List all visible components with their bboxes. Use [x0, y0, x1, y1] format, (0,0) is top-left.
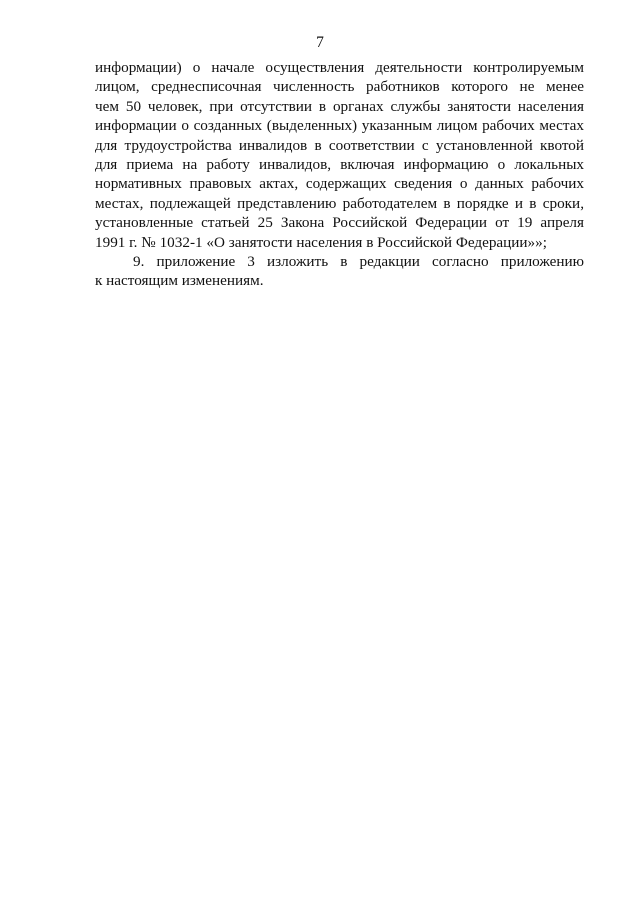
text-line: нормативных правовых актах, содержащих сведения о данных рабочих [95, 175, 584, 193]
text-line: информации о созданных (выделенных) указанным лицом рабочих местах [95, 117, 584, 135]
paragraph-item-9 [95, 252, 584, 291]
text-line: 9. приложение 3 изложить в редакции согласно приложению [133, 253, 584, 271]
text-line: для приема на работу инвалидов, включая информацию о локальных [95, 156, 584, 174]
text-line: для трудоустройства инвалидов в соответствии с установленной квотой [95, 136, 584, 154]
paragraph-continuation [95, 58, 584, 252]
text-line: 1991 г. № 1032-1 «О занятости населения в Российской Федерации»»; [95, 233, 547, 251]
text-line: к настоящим изменениям. [95, 272, 264, 290]
text-line: информации) о начале осуществления деятельности контролируемым [95, 59, 584, 76]
document-body [95, 58, 584, 291]
page-number: 7 [316, 34, 324, 51]
text-line: установленные статьей 25 Закона Российской Федерации от 19 апреля [95, 214, 584, 232]
text-line: чем 50 человек, при отсутствии в органах службы занятости населения [95, 97, 584, 115]
text-line: местах, подлежащей представлению работодателем в порядке и в сроки, [95, 194, 584, 212]
text-line: лицом, среднесписочная численность работников которого не менее [95, 78, 584, 96]
